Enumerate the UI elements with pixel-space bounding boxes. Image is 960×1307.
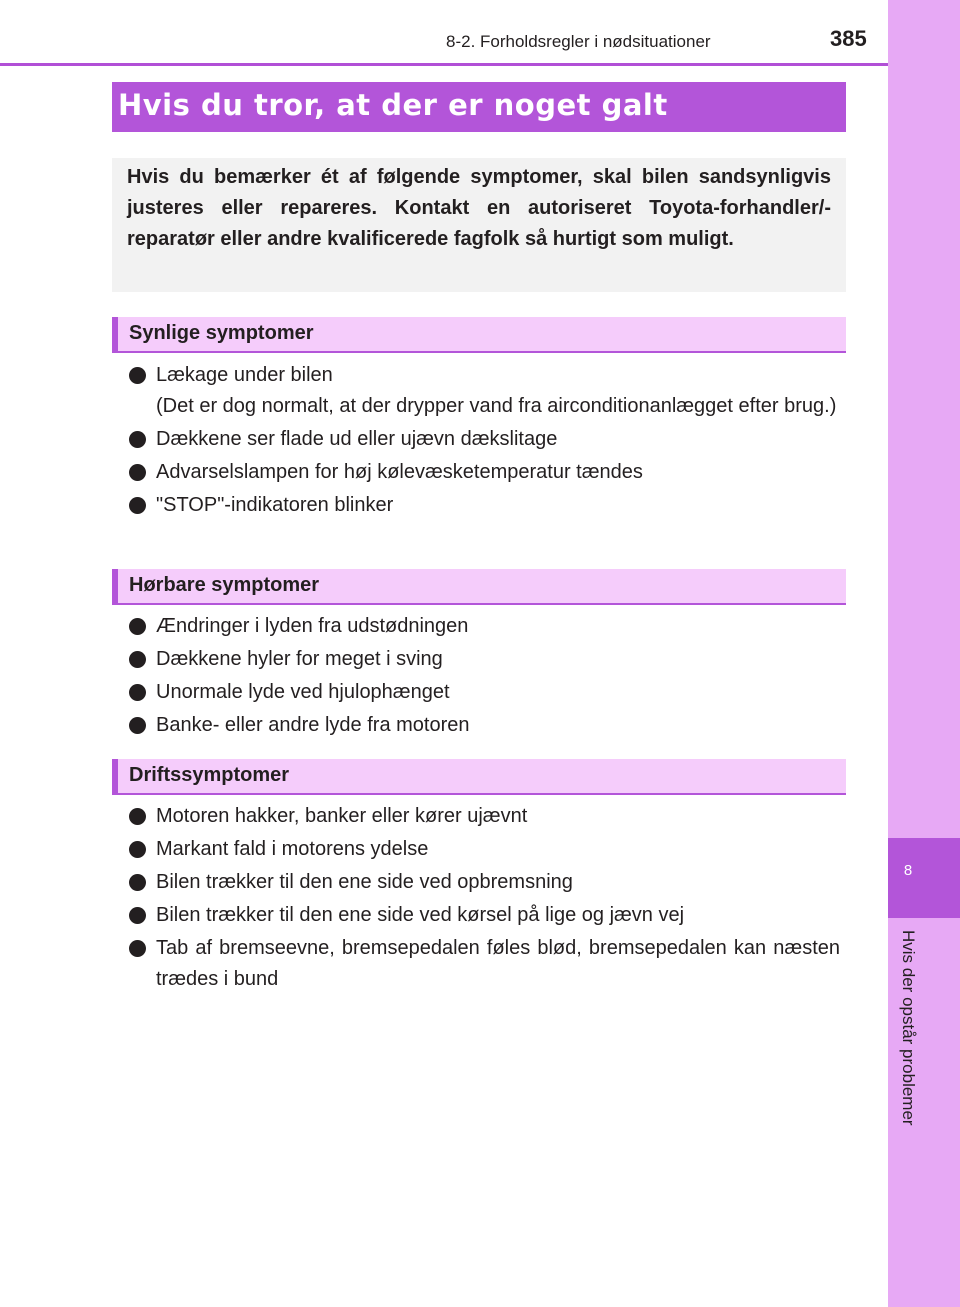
list-item-text: Ændringer i lyden fra udstødningen: [156, 615, 469, 637]
list-item: [128, 677, 840, 708]
list-item: [128, 490, 840, 521]
list-item: [128, 867, 840, 898]
bullet-icon: [129, 874, 146, 891]
list-item-text: "STOP"-indikatoren blinker: [156, 494, 394, 516]
list-item-text: Tab af bremseevne, bremsepedalen føles blød, bremsepedalen kan næsten trædes i bund: [156, 937, 840, 990]
list-item: [128, 834, 840, 865]
list-item-text: Banke- eller andre lyde fra motoren: [156, 714, 470, 736]
bullet-icon: [129, 841, 146, 858]
list-item-text: Advarselslampen for høj kølevæsketemperatur tændes: [156, 461, 643, 483]
bullet-icon: [129, 907, 146, 924]
audible-symptoms-list: [128, 611, 840, 743]
section-title: Driftssymptomer: [129, 764, 290, 786]
bullet-icon: [129, 940, 146, 957]
list-item: [128, 424, 840, 455]
list-item: [128, 360, 840, 422]
section-header-audible-symptoms: [112, 569, 846, 605]
page-title: Hvis du tror, at der er noget galt: [118, 88, 668, 122]
list-item-text: Bilen trækker til den ene side ved opbremsning: [156, 871, 573, 893]
list-item-text: Dækkene hyler for meget i sving: [156, 648, 443, 670]
section-header-visible-symptoms: [112, 317, 846, 353]
section-title: Synlige symptomer: [129, 322, 314, 344]
header-divider: [0, 63, 888, 66]
bullet-icon: [129, 464, 146, 481]
list-item-text: Dækkene ser flade ud eller ujævn dækslitage: [156, 428, 558, 450]
list-item-text: Unormale lyde ved hjulophænget: [156, 681, 450, 703]
list-item-text: Bilen trækker til den ene side ved kørsel på lige og jævn vej: [156, 904, 685, 926]
bullet-icon: [129, 431, 146, 448]
chapter-number: 8: [903, 862, 913, 879]
list-item-text: Markant fald i motorens ydelse: [156, 838, 429, 860]
bullet-icon: [129, 684, 146, 701]
header-section-title: 8-2. Forholdsregler i nødsituationer: [446, 32, 711, 51]
page-number: 385: [830, 26, 867, 51]
section-header-driving-symptoms: [112, 759, 846, 795]
list-item: [128, 457, 840, 488]
bullet-icon: [129, 651, 146, 668]
list-item-note: (Det er dog normalt, at der drypper vand fra airconditionanlægget efter brug.): [156, 395, 837, 417]
bullet-icon: [129, 808, 146, 825]
section-title: Hørbare symptomer: [129, 574, 320, 596]
list-item-text: Motoren hakker, banker eller kører ujævnt: [156, 805, 528, 827]
bullet-icon: [129, 367, 146, 384]
intro-text: Hvis du bemærker ét af følgende symptomer, skal bilen sandsynligvis justeres eller repareres. Kontakt en autoriseret Toyota-forhandler/-reparatør eller andre kvalificerede fagfolk så hurtigt som muligt.: [127, 166, 831, 250]
list-item: [128, 801, 840, 832]
visible-symptoms-list: [128, 360, 840, 523]
driving-symptoms-list: [128, 801, 840, 997]
list-item: [128, 710, 840, 741]
bullet-icon: [129, 717, 146, 734]
list-item: [128, 644, 840, 675]
list-item-text: Lækage under bilen: [156, 364, 333, 386]
bullet-icon: [129, 497, 146, 514]
bullet-icon: [129, 618, 146, 635]
chapter-label: Hvis der opstår problemer: [899, 930, 918, 1126]
list-item: [128, 900, 840, 931]
list-item: [128, 933, 840, 995]
list-item: [128, 611, 840, 642]
